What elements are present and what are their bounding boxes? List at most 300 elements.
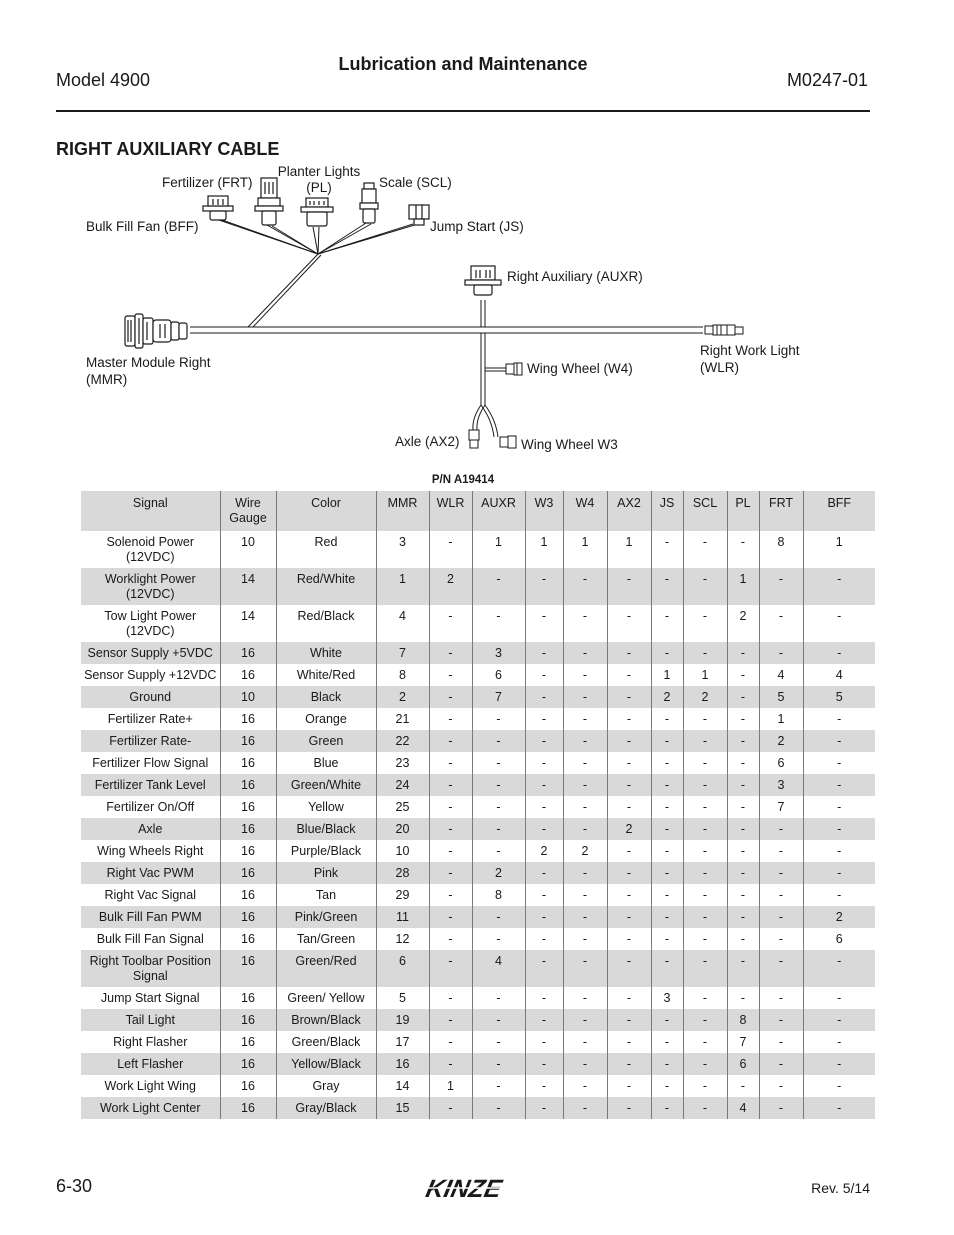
table-cell: 5 — [803, 686, 875, 708]
table-cell: Gray — [276, 1075, 376, 1097]
column-header: AUXR — [472, 491, 525, 531]
table-cell: 8 — [472, 884, 525, 906]
table-cell: - — [472, 605, 525, 642]
pl-connector-icon — [301, 198, 333, 226]
table-cell: - — [563, 752, 607, 774]
table-cell: - — [563, 928, 607, 950]
table-cell: Tail Light — [81, 1009, 220, 1031]
table-cell: 4 — [759, 664, 803, 686]
table-row — [81, 1075, 875, 1097]
table-cell: 16 — [220, 1075, 276, 1097]
table-cell: - — [727, 906, 759, 928]
table-row — [81, 950, 875, 987]
column-header: FRT — [759, 491, 803, 531]
table-row — [81, 1053, 875, 1075]
table-cell: - — [837, 800, 842, 814]
table-cell: Red/Black — [276, 605, 376, 642]
table-cell: Green/White — [276, 774, 376, 796]
table-cell: Wing Wheels Right — [81, 840, 220, 862]
table-cell: 3 — [651, 987, 683, 1009]
table-cell: - — [727, 730, 759, 752]
table-cell: - — [803, 642, 875, 664]
label-pl-line2: (PL) — [306, 180, 332, 195]
table-cell: - — [759, 1009, 803, 1031]
table-cell: - — [472, 840, 525, 862]
table-cell: - — [429, 928, 472, 950]
table-row — [81, 840, 875, 862]
table-cell: 6 — [472, 664, 525, 686]
table-row — [81, 642, 875, 664]
table-cell: White — [276, 642, 376, 664]
table-cell: Worklight Power (12VDC) — [81, 568, 220, 605]
table-cell: - — [563, 1009, 607, 1031]
js-connector-icon — [409, 205, 429, 225]
table-cell: - — [429, 686, 472, 708]
table-cell: 8 — [759, 531, 803, 568]
table-cell: Right Vac Signal — [81, 884, 220, 906]
table-cell: - — [607, 987, 651, 1009]
table-cell: - — [429, 862, 472, 884]
table-cell: - — [803, 730, 875, 752]
table-cell: - — [837, 712, 842, 726]
w3-connector-icon — [500, 436, 516, 448]
table-cell: Green — [276, 730, 376, 752]
part-number: P/N A19414 — [431, 474, 495, 486]
revision: Rev. 5/14 — [811, 1180, 870, 1196]
table-cell: - — [607, 840, 651, 862]
table-cell: 10 — [220, 686, 276, 708]
table-cell: Green/ Yellow — [276, 987, 376, 1009]
table-cell: 7 — [759, 796, 803, 818]
table-cell: Green/Black — [276, 1031, 376, 1053]
table-cell: 2 — [563, 840, 607, 862]
table-cell: Ground — [81, 686, 220, 708]
column-header: BFF — [803, 491, 875, 531]
table-cell: - — [525, 906, 563, 928]
table-cell: 16 — [220, 862, 276, 884]
table-cell: - — [727, 818, 759, 840]
table-cell: 5 — [376, 987, 429, 1009]
table-cell: - — [563, 818, 607, 840]
table-cell: 15 — [376, 1097, 429, 1119]
table-cell: Purple/Black — [276, 840, 376, 862]
table-cell: 17 — [376, 1031, 429, 1053]
label-scl: Scale (SCL) — [379, 175, 452, 190]
table-cell: - — [472, 1031, 525, 1053]
table-cell: 1 — [472, 531, 525, 568]
table-cell: Gray/Black — [276, 1097, 376, 1119]
table-cell: - — [525, 686, 563, 708]
table-cell: - — [727, 752, 759, 774]
table-cell: - — [803, 862, 875, 884]
table-cell: - — [429, 752, 472, 774]
table-cell: 16 — [220, 1031, 276, 1053]
table-cell: Right Vac PWM — [81, 862, 220, 884]
table-cell: - — [563, 642, 607, 664]
table-cell: 28 — [376, 862, 429, 884]
table-cell: - — [727, 708, 759, 730]
table-cell: 1 — [607, 531, 651, 568]
table-cell: Black — [276, 686, 376, 708]
ax2-connector-icon — [469, 430, 479, 448]
table-cell: - — [429, 796, 472, 818]
table-cell: 12 — [376, 928, 429, 950]
table-cell: 5 — [759, 686, 803, 708]
table-cell: - — [429, 1009, 472, 1031]
table-cell: - — [563, 862, 607, 884]
table-cell: - — [683, 774, 727, 796]
table-cell: - — [759, 1053, 803, 1075]
table-cell: - — [651, 1009, 683, 1031]
table-cell: - — [525, 568, 563, 605]
table-cell: - — [837, 756, 842, 770]
table-cell: Blue — [276, 752, 376, 774]
table-cell: 4 — [835, 668, 843, 682]
table-cell: - — [803, 774, 875, 796]
table-cell: - — [429, 642, 472, 664]
auxr-connector-icon — [465, 266, 501, 295]
table-cell: - — [429, 1053, 472, 1075]
table-cell: - — [525, 862, 563, 884]
label-frt: Fertilizer (FRT) — [162, 175, 253, 190]
table-cell: Red — [276, 531, 376, 568]
table-row — [81, 686, 875, 708]
table-row — [81, 818, 875, 840]
table-cell: - — [683, 1097, 727, 1119]
table-cell: - — [651, 708, 683, 730]
table-cell: - — [607, 708, 651, 730]
table-row — [81, 987, 875, 1009]
table-cell: - — [651, 1097, 683, 1119]
table-cell: Tan — [276, 884, 376, 906]
table-cell: 16 — [220, 664, 276, 686]
column-header: Signal — [81, 491, 220, 531]
table-cell: 1 — [759, 708, 803, 730]
table-cell: 6 — [835, 932, 843, 946]
table-cell: - — [727, 642, 759, 664]
table-cell: 6 — [727, 1053, 759, 1075]
table-cell: - — [803, 950, 875, 987]
table-cell: 2 — [651, 686, 683, 708]
table-cell: - — [683, 568, 727, 605]
table-cell: Solenoid Power (12VDC) — [81, 531, 220, 568]
table-cell: 3 — [376, 531, 429, 568]
table-cell: - — [563, 1031, 607, 1053]
table-row — [81, 774, 875, 796]
table-cell: Pink/Green — [276, 906, 376, 928]
table-cell: - — [759, 840, 803, 862]
table-cell: - — [683, 987, 727, 1009]
table-cell: - — [727, 928, 759, 950]
table-cell: - — [683, 1053, 727, 1075]
table-cell: - — [472, 708, 525, 730]
table-row — [81, 928, 875, 950]
table-cell: 2 — [683, 686, 727, 708]
table-cell: 1 — [651, 664, 683, 686]
table-cell: Work Light Center — [81, 1097, 220, 1119]
table-cell: Fertilizer Rate- — [81, 730, 220, 752]
table-row — [81, 664, 875, 686]
table-cell: 8 — [727, 1009, 759, 1031]
table-cell: - — [759, 884, 803, 906]
table-cell: - — [727, 1075, 759, 1097]
table-cell: - — [472, 752, 525, 774]
table-cell: 2 — [607, 818, 651, 840]
table-cell: 16 — [220, 1097, 276, 1119]
column-header: PL — [727, 491, 759, 531]
table-cell: Jump Start Signal — [81, 987, 220, 1009]
table-cell: 23 — [376, 752, 429, 774]
table-cell: - — [563, 568, 607, 605]
table-cell: 16 — [220, 987, 276, 1009]
table-cell: Fertilizer Flow Signal — [81, 752, 220, 774]
bff-connector-icon — [203, 196, 233, 220]
table-cell: - — [525, 950, 563, 987]
table-cell: - — [472, 818, 525, 840]
table-cell: - — [651, 531, 683, 568]
table-cell: - — [727, 950, 759, 987]
table-cell: - — [563, 796, 607, 818]
table-cell: - — [525, 1097, 563, 1119]
table-row — [81, 862, 875, 884]
table-cell: - — [429, 906, 472, 928]
table-cell: - — [651, 730, 683, 752]
table-cell: - — [525, 1075, 563, 1097]
table-row — [81, 752, 875, 774]
table-cell: - — [429, 1097, 472, 1119]
table-cell: - — [525, 1031, 563, 1053]
table-cell: Blue/Black — [276, 818, 376, 840]
scl-connector-icon — [360, 183, 378, 223]
table-cell: 16 — [220, 950, 276, 987]
column-header: MMR — [376, 491, 429, 531]
label-mmr-line2: (MMR) — [86, 372, 128, 387]
page-number: 6-30 — [56, 1176, 93, 1196]
table-cell: - — [683, 752, 727, 774]
table-header-row — [81, 491, 875, 531]
table-cell: - — [563, 605, 607, 642]
table-cell: 16 — [220, 840, 276, 862]
table-cell: 16 — [220, 752, 276, 774]
table-cell: White/Red — [276, 664, 376, 686]
table-cell: 7 — [727, 1031, 759, 1053]
table-cell: - — [607, 950, 651, 987]
table-cell: - — [759, 1097, 803, 1119]
table-cell: - — [683, 818, 727, 840]
table-cell: 21 — [376, 708, 429, 730]
page-header-title: Lubrication and Maintenance — [338, 54, 588, 74]
table-cell: - — [525, 818, 563, 840]
table-cell: 8 — [376, 664, 429, 686]
table-cell: 16 — [220, 928, 276, 950]
table-cell: - — [759, 1075, 803, 1097]
table-cell: 16 — [220, 642, 276, 664]
column-header: W3 — [525, 491, 563, 531]
table-cell: 14 — [376, 1075, 429, 1097]
table-cell: - — [683, 708, 727, 730]
table-cell: Fertilizer Rate+ — [81, 708, 220, 730]
table-cell: 1 — [683, 664, 727, 686]
table-cell: - — [472, 1097, 525, 1119]
label-wlr-line1: Right Work Light — [700, 343, 800, 358]
table-cell: Right Flasher — [81, 1031, 220, 1053]
table-row — [81, 884, 875, 906]
table-cell: Sensor Supply +12VDC — [81, 664, 220, 686]
table-cell: - — [607, 642, 651, 664]
table-cell: 6 — [376, 950, 429, 987]
table-cell: - — [472, 1075, 525, 1097]
label-mmr-line1: Master Module Right — [86, 355, 211, 370]
table-cell: 1 — [563, 531, 607, 568]
table-cell: - — [727, 774, 759, 796]
table-row — [81, 605, 875, 642]
table-cell: - — [683, 730, 727, 752]
table-cell: - — [607, 906, 651, 928]
table-cell: - — [525, 1009, 563, 1031]
table-cell: - — [472, 568, 525, 605]
table-cell: 7 — [472, 686, 525, 708]
table-cell: - — [525, 884, 563, 906]
table-cell: 2 — [429, 568, 472, 605]
table-cell: - — [472, 906, 525, 928]
label-auxr: Right Auxiliary (AUXR) — [507, 269, 643, 284]
table-cell: - — [759, 568, 803, 605]
table-cell: - — [429, 774, 472, 796]
table-cell: - — [525, 605, 563, 642]
w4-connector-icon — [506, 363, 522, 375]
table-cell: - — [651, 796, 683, 818]
table-row — [81, 1031, 875, 1053]
table-cell: - — [429, 605, 472, 642]
column-header: SCL — [683, 491, 727, 531]
table-cell: 16 — [220, 774, 276, 796]
table-cell: - — [803, 1097, 875, 1119]
table-cell: 1 — [429, 1075, 472, 1097]
table-cell: 2 — [376, 686, 429, 708]
table-cell: Right Toolbar Position Signal — [81, 950, 220, 987]
table-cell: - — [759, 605, 803, 642]
table-cell: - — [727, 840, 759, 862]
table-cell: - — [607, 1031, 651, 1053]
table-row — [81, 796, 875, 818]
table-cell: - — [525, 708, 563, 730]
table-cell: - — [651, 928, 683, 950]
table-cell: - — [651, 752, 683, 774]
table-cell: - — [429, 840, 472, 862]
table-row — [81, 730, 875, 752]
table-cell: 1 — [376, 568, 429, 605]
table-cell: Work Light Wing — [81, 1075, 220, 1097]
table-cell: - — [607, 686, 651, 708]
table-cell: - — [563, 730, 607, 752]
table-cell: 10 — [376, 840, 429, 862]
table-cell: - — [607, 568, 651, 605]
table-cell: - — [837, 888, 842, 902]
table-cell: 22 — [376, 730, 429, 752]
table-cell: - — [683, 840, 727, 862]
table-cell: - — [651, 906, 683, 928]
table-row — [81, 906, 875, 928]
table-cell: 16 — [220, 796, 276, 818]
table-cell: 20 — [376, 818, 429, 840]
table-cell: - — [563, 906, 607, 928]
table-cell: 2 — [525, 840, 563, 862]
column-header: WLR — [429, 491, 472, 531]
table-cell: - — [429, 884, 472, 906]
table-cell: - — [563, 950, 607, 987]
table-cell: - — [607, 796, 651, 818]
table-cell: Axle — [81, 818, 220, 840]
table-cell: 16 — [220, 1009, 276, 1031]
label-pl-line1: Planter Lights — [277, 164, 361, 179]
table-cell: - — [803, 818, 875, 840]
wiring-table — [81, 491, 875, 1119]
table-cell: - — [525, 1053, 563, 1075]
table-cell: 2 — [759, 730, 803, 752]
table-cell: 16 — [376, 1053, 429, 1075]
table-cell: 1 — [727, 568, 759, 605]
table-cell: Fertilizer On/Off — [81, 796, 220, 818]
table-cell: - — [429, 987, 472, 1009]
section-title: RIGHT AUXILIARY CABLE — [56, 139, 280, 159]
table-cell: Sensor Supply +5VDC — [81, 642, 220, 664]
table-cell: - — [727, 686, 759, 708]
table-cell: Bulk Fill Fan PWM — [81, 906, 220, 928]
table-cell: - — [683, 796, 727, 818]
table-cell: - — [563, 987, 607, 1009]
table-cell: 16 — [220, 1053, 276, 1075]
frt-connector-icon — [255, 178, 283, 225]
table-cell: 16 — [220, 730, 276, 752]
table-cell: - — [727, 664, 759, 686]
table-cell: Red/White — [276, 568, 376, 605]
table-cell: - — [472, 1009, 525, 1031]
table-cell: - — [651, 568, 683, 605]
table-cell: - — [525, 796, 563, 818]
table-cell: Fertilizer Tank Level — [81, 774, 220, 796]
table-cell: 4 — [472, 950, 525, 987]
table-cell: 3 — [472, 642, 525, 664]
table-cell: - — [429, 730, 472, 752]
column-header: Wire Gauge — [220, 491, 276, 531]
table-cell: - — [651, 950, 683, 987]
table-cell: - — [525, 987, 563, 1009]
table-cell: - — [563, 884, 607, 906]
table-cell: Green/Red — [276, 950, 376, 987]
table-cell: Bulk Fill Fan Signal — [81, 928, 220, 950]
table-cell: - — [651, 605, 683, 642]
table-cell: - — [429, 818, 472, 840]
model-label: Model 4900 — [56, 70, 151, 90]
label-w4: Wing Wheel (W4) — [527, 361, 633, 376]
table-cell: - — [525, 664, 563, 686]
table-cell: - — [607, 1075, 651, 1097]
table-cell: Yellow — [276, 796, 376, 818]
table-cell: - — [683, 531, 727, 568]
table-cell: 2 — [727, 605, 759, 642]
table-cell: - — [651, 642, 683, 664]
table-cell: - — [683, 642, 727, 664]
table-cell: - — [563, 1075, 607, 1097]
table-cell: - — [837, 1079, 842, 1093]
table-cell: 2 — [472, 862, 525, 884]
table-cell: 16 — [220, 884, 276, 906]
table-cell: - — [563, 708, 607, 730]
table-cell: 16 — [220, 906, 276, 928]
table-cell: - — [727, 796, 759, 818]
column-header: AX2 — [607, 491, 651, 531]
table-cell: - — [607, 774, 651, 796]
